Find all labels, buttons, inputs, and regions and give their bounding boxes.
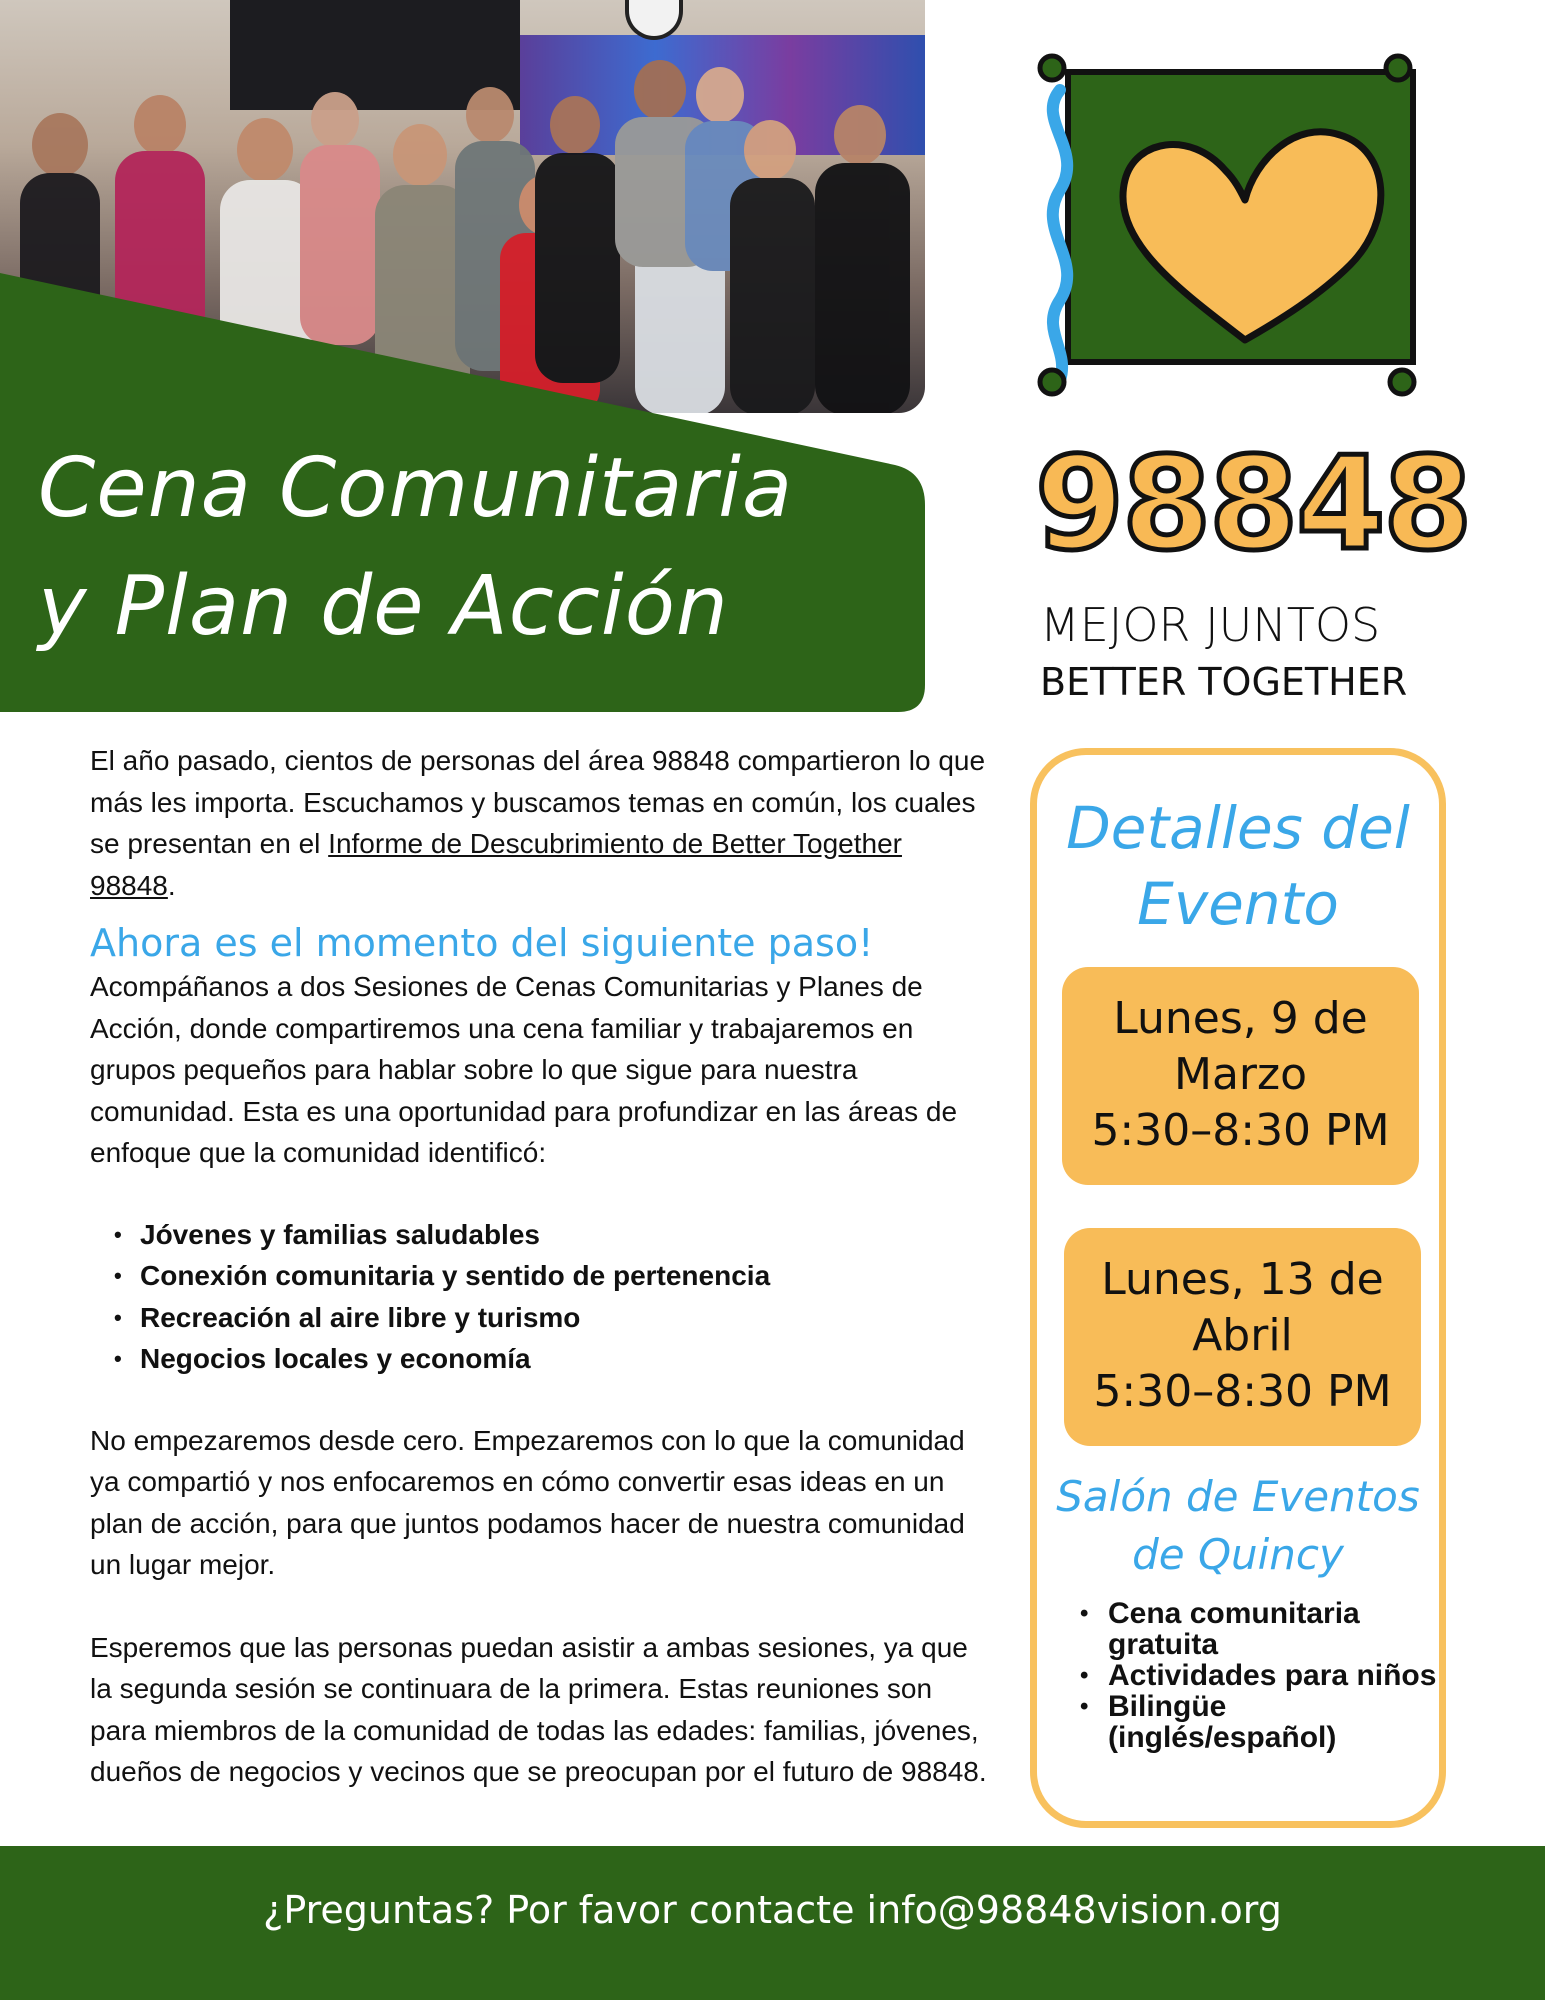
focus-areas-list — [140, 1214, 990, 1380]
page-title — [38, 430, 908, 666]
heart-flag-icon — [1030, 50, 1460, 400]
list-item: • Recreación al aire libre y turismo — [140, 1297, 990, 1339]
list-item: • Bilingüe (inglés/español) — [1108, 1691, 1438, 1753]
next-step-paragraph: Acompáñanos a dos Sesiones de Cenas Comunitarias y Planes de Acción, donde compartiremos una cena familiar y trabajaremos en grupos pequeños para hablar sobre lo que sigue para nuestra comunidad. Esta es una oportunidad para profundizar en las áreas de enfoque que la comunidad identificó: — [90, 971, 958, 1168]
event-details-title: Detalles del Evento — [1066, 794, 1410, 938]
event-date-1: Lunes, 9 de Marzo 5:30–8:30 PM — [1062, 967, 1419, 1185]
approach-paragraph: No empezaremos desde cero. Empezaremos con lo que la comunidad ya compartió y nos enfocaremos en cómo convertir esas ideas en un plan de acción, para que juntos podamos hacer de nuestra comunidad un lugar mejor. — [90, 1424, 965, 1580]
list-item: • Actividades para niños — [1108, 1660, 1438, 1691]
attendance-paragraph: Esperemos que las personas puedan asistir a ambas sesiones, ya que la segunda sesión se continuara de la primera. Estas reuniones son para miembros de la comunidad de todas las edades: familias, jóvenes, dueños de negocios y vecinos que se preocupan por el futuro de 98848. — [90, 1631, 987, 1787]
logo-number: 98848 — [1035, 430, 1471, 579]
event-features-list — [1108, 1598, 1438, 1753]
title-line-2: y Plan de Acción — [38, 559, 729, 654]
intro-paragraph: El año pasado, cientos de personas del área 98848 compartieron lo que más les importa. Escuchamos y buscamos temas en común, los cuales se presentan en el Informe de Descubrimiento de Better Together 98848. — [90, 745, 986, 901]
list-item: • Cena comunitaria gratuita — [1108, 1598, 1438, 1660]
title-line-1: Cena Comunitaria — [38, 441, 794, 536]
contact-info[interactable]: ¿Preguntas? Por favor contacte info@98848vision.org — [263, 1888, 1282, 1932]
tagline-spanish: MEJOR JUNTOS — [1040, 598, 1381, 652]
event-venue: Salón de Eventos de Quincy — [1056, 1472, 1420, 1579]
tagline-english: BETTER TOGETHER — [1040, 660, 1408, 704]
next-step-heading: Ahora es el momento del siguiente paso! — [90, 921, 874, 965]
event-date-2: Lunes, 13 de Abril 5:30–8:30 PM — [1064, 1228, 1421, 1446]
clock-icon — [625, 0, 683, 40]
list-item: • Conexión comunitaria y sentido de pertenencia — [140, 1255, 990, 1297]
discovery-report-link[interactable]: Informe de Descubrimiento de Better Together 98848 — [90, 828, 902, 901]
list-item: • Negocios locales y economía — [140, 1338, 990, 1380]
main-content — [90, 740, 990, 1793]
list-item: • Jóvenes y familias saludables — [140, 1214, 990, 1256]
